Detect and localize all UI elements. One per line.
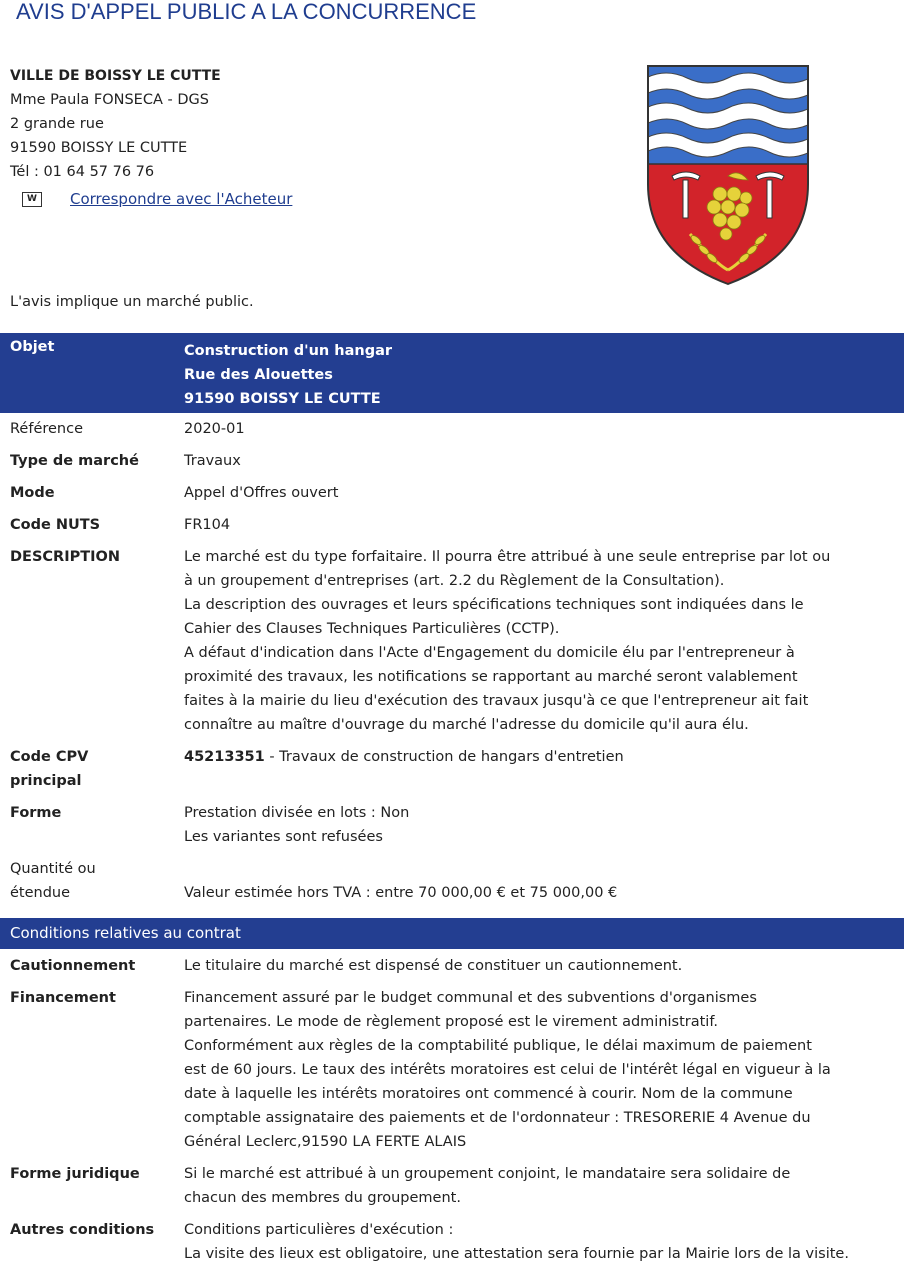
contact-buyer-row: [22, 190, 292, 208]
conditions-banner: [0, 918, 904, 949]
mode-value: Appel d'Offres ouvert: [184, 485, 339, 501]
conditions-heading: Conditions relatives au contrat: [10, 924, 241, 942]
autres-conditions-value: [184, 1218, 900, 1266]
forme-value: [184, 801, 900, 849]
reference-value: 2020-01: [184, 421, 245, 437]
forme-juridique-line: Si le marché est attribué à un groupement conjoint, le mandataire sera solidaire de: [184, 1166, 791, 1182]
description-line: Cahier des Clauses Techniques Particulières (CCTP).: [184, 621, 560, 637]
objet-label: Objet: [10, 339, 55, 355]
objet-line: 91590 BOISSY LE CUTTE: [184, 391, 381, 407]
cpv-label-line: Code CPV: [10, 749, 89, 765]
cpv-value: [184, 745, 900, 769]
forme-line: Les variantes sont refusées: [184, 829, 383, 845]
forme-line: Prestation divisée en lots : Non: [184, 805, 410, 821]
nuts-value: FR104: [184, 517, 231, 533]
objet-line: Rue des Alouettes: [184, 367, 333, 383]
autres-conditions-label: Autres conditions: [10, 1222, 155, 1238]
coat-of-arms-icon: [646, 64, 810, 286]
description-line: La description des ouvrages et leurs spécifications techniques sont indiquées dans le: [184, 597, 804, 613]
buyer-street: 2 grande rue: [10, 116, 104, 132]
description-line: à un groupement d'entreprises (art. 2.2 du Règlement de la Consultation).: [184, 573, 725, 589]
forme-label: Forme: [10, 805, 62, 821]
description-label: DESCRIPTION: [10, 549, 120, 565]
forme-juridique-value: [184, 1162, 900, 1210]
financement-label: Financement: [10, 990, 116, 1006]
quantite-value: Valeur estimée hors TVA : entre 70 000,00 € et 75 000,00 €: [184, 885, 618, 901]
financement-line: Conformément aux règles de la comptabilité publique, le délai maximum de paiement: [184, 1038, 812, 1054]
nuts-label: Code NUTS: [10, 517, 101, 533]
buyer-phone: Tél : 01 64 57 76 76: [10, 164, 155, 180]
intro-text: L'avis implique un marché public.: [10, 294, 254, 310]
forme-juridique-line: chacun des membres du groupement.: [184, 1190, 461, 1206]
mode-label: Mode: [10, 485, 55, 501]
contact-buyer-link[interactable]: Correspondre avec l'Acheteur: [70, 190, 293, 208]
description-value: [184, 545, 900, 737]
financement-line: date à laquelle les intérêts moratoires ont commencé à courir. Nom de la commune: [184, 1086, 793, 1102]
buyer-contact: Mme Paula FONSECA - DGS: [10, 92, 209, 108]
financement-line: Général Leclerc,91590 LA FERTE ALAIS: [184, 1134, 467, 1150]
objet-line: Construction d'un hangar: [184, 343, 393, 359]
cautionnement-label: Cautionnement: [10, 958, 136, 974]
cpv-code: 45213351: [184, 749, 265, 765]
buyer-name: VILLE DE BOISSY LE CUTTE: [10, 68, 221, 84]
reference-label: Référence: [10, 421, 84, 437]
autres-conditions-line: Conditions particulières d'exécution :: [184, 1222, 454, 1238]
type-label: Type de marché: [10, 453, 139, 469]
cpv-text: - Travaux de construction de hangars d'entretien: [264, 749, 624, 765]
objet-value: [184, 339, 392, 411]
financement-value: [184, 986, 900, 1154]
objet-banner: [0, 333, 904, 413]
description-line: proximité des travaux, les notifications se rapportant au marché seront valablement: [184, 669, 798, 685]
buyer-city: 91590 BOISSY LE CUTTE: [10, 140, 188, 156]
description-line: Le marché est du type forfaitaire. Il pourra être attribué à une seule entreprise par lot ou: [184, 549, 831, 565]
financement-line: comptable assignataire des paiements et de l'ordonnateur : TRESORERIE 4 Avenue du: [184, 1110, 811, 1126]
financement-line: partenaires. Le mode de règlement proposé est le virement administratif.: [184, 1014, 718, 1030]
quantite-label: [10, 857, 170, 905]
page-title: AVIS D'APPEL PUBLIC A LA CONCURRENCE: [16, 0, 477, 24]
cautionnement-value: Le titulaire du marché est dispensé de constituer un cautionnement.: [184, 958, 683, 974]
description-line: faites à la mairie du lieu d'exécution des travaux jusqu'à ce que l'entrepreneur ait fait: [184, 693, 809, 709]
type-value: Travaux: [184, 453, 241, 469]
forme-juridique-label: Forme juridique: [10, 1166, 140, 1182]
description-line: connaître au maître d'ouvrage du marché l'adresse du domicile qu'il aura élu.: [184, 717, 749, 733]
autres-conditions-line: La visite des lieux est obligatoire, une attestation sera fournie par la Mairie lors de la visite.: [184, 1246, 849, 1262]
buyer-address: [10, 64, 221, 184]
description-line: A défaut d'indication dans l'Acte d'Engagement du domicile élu par l'entrepreneur à: [184, 645, 795, 661]
financement-line: Financement assuré par le budget communal et des subventions d'organismes: [184, 990, 757, 1006]
web-icon[interactable]: W: [22, 192, 42, 207]
financement-line: est de 60 jours. Le taux des intérêts moratoires est celui de l'intérêt légal en vigueur à la: [184, 1062, 831, 1078]
quantite-label-line: étendue: [10, 885, 71, 901]
quantite-label-line: Quantité ou: [10, 861, 96, 877]
cpv-label: [10, 745, 170, 793]
cpv-label-line: principal: [10, 773, 82, 789]
